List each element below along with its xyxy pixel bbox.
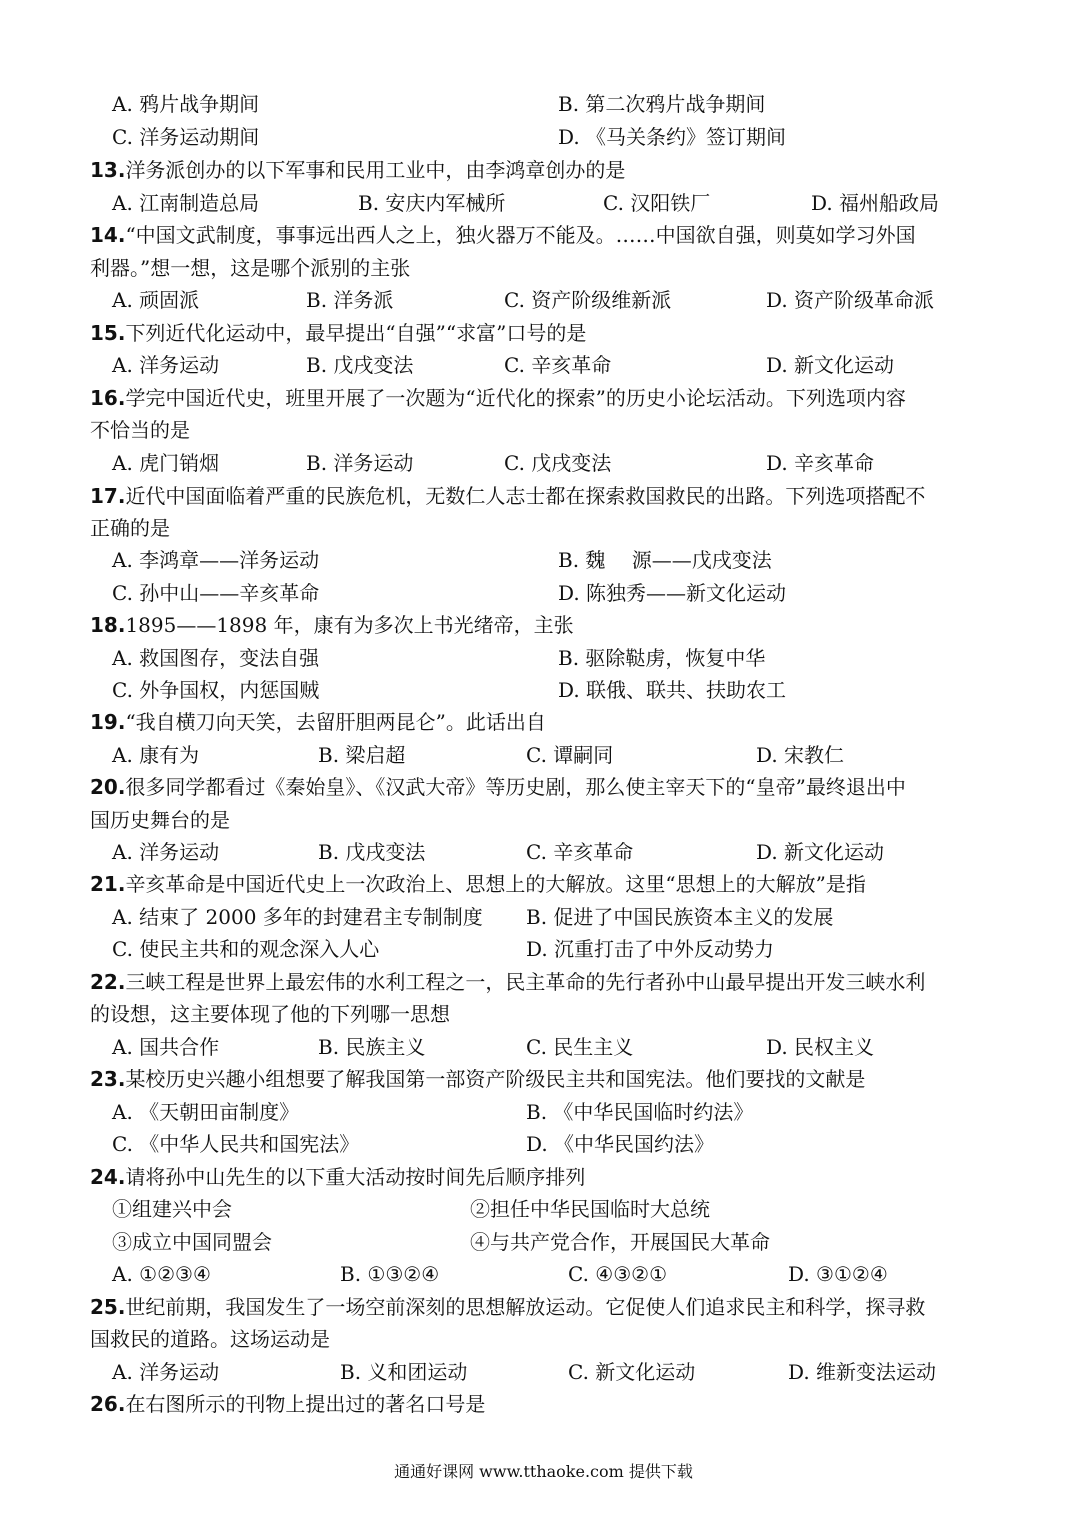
option-c: C. 洋务运动期间 bbox=[112, 125, 260, 149]
event-item-4: ④与共产党合作，开展国民大革命 bbox=[470, 1230, 770, 1254]
option-a: A. 洋务运动 bbox=[112, 840, 220, 864]
question-text: 1895——1898 年，康有为多次上书光绪帝，主张 bbox=[125, 613, 574, 637]
question-14 bbox=[90, 219, 916, 251]
question-text: 在右图所示的刊物上提出过的著名口号是 bbox=[125, 1392, 486, 1416]
question-text-continued: 国历史舞台的是 bbox=[90, 808, 230, 832]
question-24 bbox=[90, 1161, 585, 1193]
option-d: D. 沉重打击了中外反动势力 bbox=[526, 937, 775, 961]
option-c: C. ④③②① bbox=[568, 1262, 668, 1286]
option-d: D. 《马关条约》签订期间 bbox=[558, 125, 787, 149]
option-b: B. 驱除鞑虏，恢复中华 bbox=[558, 646, 766, 670]
question-text: 洋务派创办的以下军事和民用工业中，由李鸿章创办的是 bbox=[125, 158, 626, 182]
option-b: B. ①③②④ bbox=[340, 1262, 440, 1286]
question-number: 18. bbox=[90, 613, 126, 637]
question-text: “我自横刀向天笑，去留肝胆两昆仑”。此话出自 bbox=[125, 710, 546, 734]
option-c: C. 使民主共和的观念深入人心 bbox=[112, 937, 380, 961]
question-text: 学完中国近代史，班里开展了一次题为“近代化的探索”的历史小论坛活动。下列选项内容 bbox=[125, 386, 906, 410]
option-a: A. 结束了 2000 多年的封建君主专制制度 bbox=[112, 905, 483, 929]
option-c: C. 谭嗣同 bbox=[526, 743, 614, 767]
option-d: D. 新文化运动 bbox=[756, 840, 885, 864]
question-number: 24. bbox=[90, 1165, 126, 1189]
option-b: B. 戊戌变法 bbox=[318, 840, 426, 864]
question-21 bbox=[90, 868, 866, 900]
option-c: C. 辛亥革命 bbox=[504, 353, 612, 377]
event-item-3: ③成立中国同盟会 bbox=[112, 1230, 272, 1254]
question-text: 世纪前期，我国发生了一场空前深刻的思想解放运动。它促使人们追求民主和科学，探寻救 bbox=[125, 1295, 926, 1319]
option-a: A. 救国图存，变法自强 bbox=[112, 646, 320, 670]
question-number: 25. bbox=[90, 1295, 126, 1319]
question-text-continued: 利器。”想一想，这是哪个派别的主张 bbox=[90, 256, 411, 280]
option-c: C. 《中华人民共和国宪法》 bbox=[112, 1132, 360, 1156]
question-text: “中国文武制度，事事远出西人之上，独火器万不能及。……中国欲自强，则莫如学习外国 bbox=[125, 223, 916, 247]
question-23 bbox=[90, 1063, 865, 1095]
option-c: C. 民生主义 bbox=[526, 1035, 634, 1059]
option-b: B. 促进了中国民族资本主义的发展 bbox=[526, 905, 834, 929]
option-c: C. 汉阳铁厂 bbox=[603, 191, 711, 215]
option-d: D. 陈独秀——新文化运动 bbox=[558, 581, 787, 605]
option-d: D. 维新变法运动 bbox=[788, 1360, 937, 1384]
option-c: C. 资产阶级维新派 bbox=[504, 288, 672, 312]
question-text: 辛亥革命是中国近代史上一次政治上、思想上的大解放。这里“思想上的大解放”是指 bbox=[125, 872, 866, 896]
option-d: D. 资产阶级革命派 bbox=[766, 288, 935, 312]
question-text: 下列近代化运动中，最早提出“自强”“求富”口号的是 bbox=[125, 321, 587, 345]
question-number: 21. bbox=[90, 872, 126, 896]
option-b: B. 安庆内军械所 bbox=[358, 191, 506, 215]
option-a: A. 李鸿章——洋务运动 bbox=[112, 548, 320, 572]
question-text: 三峡工程是世界上最宏伟的水利工程之一，民主革命的先行者孙中山最早提出开发三峡水利 bbox=[125, 970, 926, 994]
question-text-continued: 正确的是 bbox=[90, 516, 170, 540]
option-c: C. 外争国权，内惩国贼 bbox=[112, 678, 320, 702]
option-b: B. 民族主义 bbox=[318, 1035, 426, 1059]
option-d: D. ③①②④ bbox=[788, 1262, 888, 1286]
option-a: A. 《天朝田亩制度》 bbox=[112, 1100, 300, 1124]
option-a: A. 虎门销烟 bbox=[112, 451, 220, 475]
question-number: 14. bbox=[90, 223, 126, 247]
question-number: 26. bbox=[90, 1392, 126, 1416]
option-a: A. 洋务运动 bbox=[112, 1360, 220, 1384]
option-c: C. 孙中山——辛亥革命 bbox=[112, 581, 320, 605]
question-text-continued: 不恰当的是 bbox=[90, 418, 190, 442]
option-a: A. ①②③④ bbox=[112, 1262, 211, 1286]
option-d: D. 福州船政局 bbox=[811, 191, 940, 215]
question-number: 15. bbox=[90, 321, 126, 345]
question-number: 16. bbox=[90, 386, 126, 410]
question-text: 某校历史兴趣小组想要了解我国第一部资产阶级民主共和国宪法。他们要找的文献是 bbox=[125, 1067, 866, 1091]
option-d: D. 宋教仁 bbox=[756, 743, 845, 767]
question-number: 20. bbox=[90, 775, 126, 799]
option-b: B. 义和团运动 bbox=[340, 1360, 468, 1384]
option-d: D. 民权主义 bbox=[766, 1035, 875, 1059]
question-13 bbox=[90, 154, 625, 186]
option-a: A. 洋务运动 bbox=[112, 353, 220, 377]
option-b: B. 第二次鸦片战争期间 bbox=[558, 92, 766, 116]
option-a: A. 江南制造总局 bbox=[112, 191, 260, 215]
option-c: C. 新文化运动 bbox=[568, 1360, 696, 1384]
option-b: B. 洋务运动 bbox=[306, 451, 414, 475]
option-d: D. 《中华民国约法》 bbox=[526, 1132, 715, 1156]
question-text: 近代中国面临着严重的民族危机，无数仁人志士都在探索救国救民的出路。下列选项搭配不 bbox=[125, 484, 926, 508]
option-d: D. 辛亥革命 bbox=[766, 451, 875, 475]
option-a: A. 国共合作 bbox=[112, 1035, 220, 1059]
question-22 bbox=[90, 966, 925, 998]
question-number: 17. bbox=[90, 484, 126, 508]
option-d: D. 联俄、联共、扶助农工 bbox=[558, 678, 787, 702]
page-footer: 通通好课网 www.tthaoke.com 提供下载 bbox=[394, 1462, 693, 1481]
question-text-continued: 的设想，这主要体现了他的下列哪一思想 bbox=[90, 1002, 450, 1026]
option-b: B. 洋务派 bbox=[306, 288, 394, 312]
question-16 bbox=[90, 382, 906, 414]
option-d: D. 新文化运动 bbox=[766, 353, 895, 377]
option-b: B. 戊戌变法 bbox=[306, 353, 414, 377]
question-number: 22. bbox=[90, 970, 126, 994]
question-20 bbox=[90, 771, 906, 803]
question-number: 23. bbox=[90, 1067, 126, 1091]
option-c: C. 辛亥革命 bbox=[526, 840, 634, 864]
question-25 bbox=[90, 1291, 925, 1323]
question-15 bbox=[90, 317, 586, 349]
question-text: 请将孙中山先生的以下重大活动按时间先后顺序排列 bbox=[125, 1165, 586, 1189]
option-a: A. 顽固派 bbox=[112, 288, 200, 312]
question-17 bbox=[90, 480, 925, 512]
option-b: B. 梁启超 bbox=[318, 743, 406, 767]
option-b: B. 《中华民国临时约法》 bbox=[526, 1100, 754, 1124]
option-b: B. 魏 源——戊戌变法 bbox=[558, 548, 772, 572]
option-a: A. 鸦片战争期间 bbox=[112, 92, 260, 116]
question-19 bbox=[90, 706, 546, 738]
question-text-continued: 国救民的道路。这场运动是 bbox=[90, 1327, 330, 1351]
question-text: 很多同学都看过《秦始皇》、《汉武大帝》等历史剧，那么使主宰天下的“皇帝”最终退出中 bbox=[125, 775, 906, 799]
event-item-2: ②担任中华民国临时大总统 bbox=[470, 1197, 710, 1221]
question-number: 19. bbox=[90, 710, 126, 734]
question-26 bbox=[90, 1388, 485, 1420]
question-number: 13. bbox=[90, 158, 126, 182]
question-18 bbox=[90, 609, 574, 641]
event-item-1: ①组建兴中会 bbox=[112, 1197, 232, 1221]
option-c: C. 戊戌变法 bbox=[504, 451, 612, 475]
option-a: A. 康有为 bbox=[112, 743, 200, 767]
